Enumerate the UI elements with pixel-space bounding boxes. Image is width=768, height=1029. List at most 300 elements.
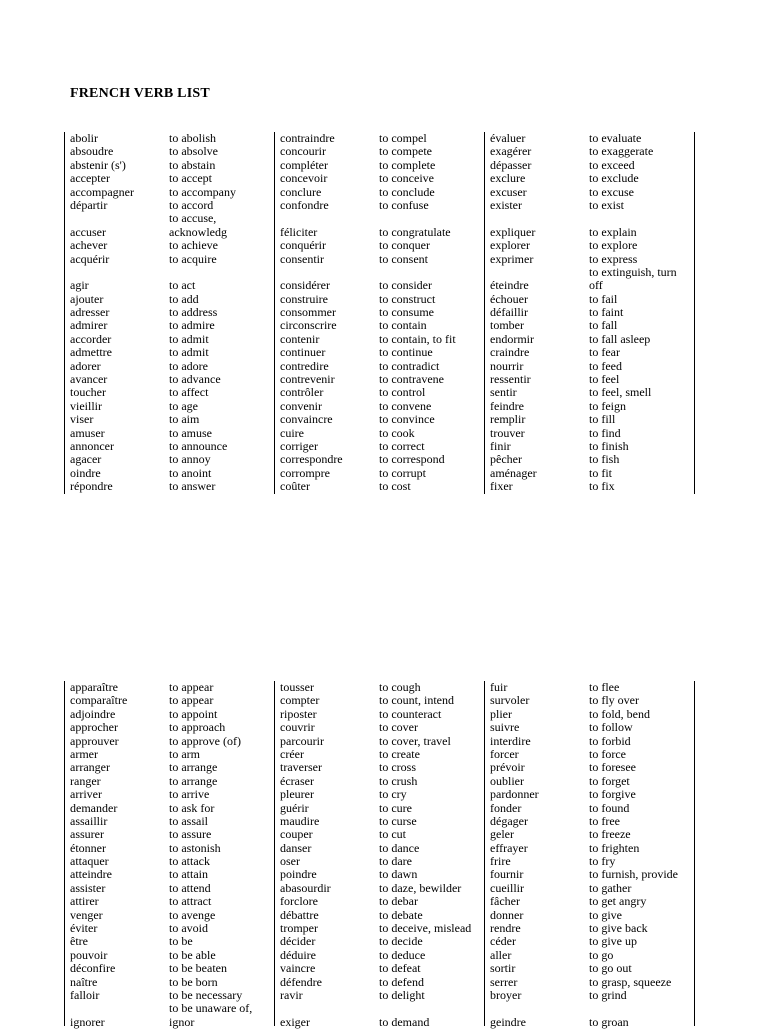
- french-verb: ignorer: [70, 1014, 105, 1029]
- english-translation: to count, intend: [379, 693, 454, 708]
- english-translation: to answer: [169, 479, 216, 494]
- french-verb: abolir: [70, 131, 98, 145]
- english-translation: to appear: [169, 680, 214, 694]
- english-translation: to amuse: [169, 425, 212, 440]
- english-translation: to compel: [379, 131, 427, 145]
- english-translation: to absolve: [169, 144, 218, 159]
- french-verb: convaincre: [280, 412, 333, 427]
- english-translation: to gather: [589, 880, 632, 895]
- english-translation: to control: [379, 385, 426, 400]
- english-translation: to excuse: [589, 184, 634, 199]
- french-verb: danser: [280, 840, 312, 855]
- english-translation: to give: [589, 907, 622, 922]
- french-verb: fixer: [490, 479, 513, 494]
- english-translation: to faint: [589, 305, 624, 320]
- english-translation: to foresee: [589, 760, 636, 775]
- english-translation: to advance: [169, 372, 221, 387]
- french-verb: venger: [70, 907, 103, 922]
- french-verb: [70, 266, 169, 279]
- french-verb: féliciter: [280, 224, 318, 239]
- verb-column-block: [484, 680, 695, 1029]
- french-verb: forcer: [490, 746, 519, 761]
- french-verb: falloir: [70, 987, 100, 1002]
- french-verb: construire: [280, 291, 328, 306]
- french-verb: effrayer: [490, 840, 528, 855]
- french-verb: exiger: [280, 1014, 310, 1029]
- french-verb: corriger: [280, 438, 318, 453]
- english-translation: to explore: [589, 238, 638, 253]
- english-translation: to flee: [589, 680, 620, 694]
- english-translation: to daze, bewilder: [379, 880, 462, 895]
- french-verb: oublier: [490, 773, 524, 788]
- english-translation: to get angry: [589, 894, 647, 909]
- french-verb: pleurer: [280, 787, 314, 802]
- french-verb: [70, 212, 169, 225]
- english-translation: to forgive: [589, 787, 636, 802]
- english-translation: to frighten: [589, 840, 640, 855]
- verb-table-top: [64, 132, 694, 494]
- english-translation: to attend: [169, 880, 211, 895]
- french-verb: évaluer: [490, 131, 526, 145]
- english-translation: to be: [169, 934, 193, 949]
- french-verb: assister: [70, 880, 106, 895]
- english-translation: to consent: [379, 251, 428, 266]
- english-translation: to anoint: [169, 465, 212, 480]
- english-translation: to finish: [589, 438, 629, 453]
- french-column: [275, 132, 379, 494]
- french-verb: serrer: [490, 974, 518, 989]
- english-translation: to accept: [169, 171, 212, 186]
- english-translation: to convene: [379, 398, 432, 413]
- french-verb: décider: [280, 934, 316, 949]
- french-verb: accompagner: [70, 184, 134, 199]
- verb-column-block: [64, 680, 274, 1029]
- french-verb: [490, 212, 589, 225]
- french-verb: nourrir: [490, 358, 524, 373]
- french-verb: dégager: [490, 813, 528, 828]
- french-verb: fonder: [490, 800, 522, 815]
- english-translation: to address: [169, 305, 218, 320]
- english-translation: to explain: [589, 224, 637, 239]
- english-translation: to be unaware of,: [169, 1001, 253, 1016]
- french-verb: circonscrire: [280, 318, 337, 333]
- verb-table-bottom: [64, 680, 694, 1029]
- english-translation: to achieve: [169, 238, 218, 253]
- french-verb: fournir: [490, 867, 524, 882]
- french-verb: craindre: [490, 345, 530, 360]
- french-verb: [280, 266, 379, 279]
- french-verb: couvrir: [280, 720, 315, 735]
- english-translation: to continue: [379, 345, 433, 360]
- french-verb: admettre: [70, 345, 112, 360]
- english-translation: ignor: [169, 1014, 195, 1029]
- french-verb: être: [70, 934, 88, 949]
- french-verb: amuser: [70, 425, 105, 440]
- english-translation: to fix: [589, 479, 615, 494]
- french-verb: céder: [490, 934, 516, 949]
- page-title: FRENCH VERB LIST: [70, 86, 210, 101]
- english-translation: to contain, to fit: [379, 331, 456, 346]
- french-verb: oser: [280, 854, 300, 869]
- french-verb: pouvoir: [70, 947, 108, 962]
- english-translation: to follow: [589, 720, 633, 735]
- french-verb: contrôler: [280, 385, 324, 400]
- french-verb: forclore: [280, 894, 318, 909]
- english-translation: to free: [589, 813, 620, 828]
- english-translation: [589, 212, 694, 225]
- english-translation: to admit: [169, 331, 209, 346]
- french-verb: conclure: [280, 184, 322, 199]
- english-translation: to announce: [169, 438, 228, 453]
- english-translation: to deceive, mislead: [379, 921, 472, 936]
- english-translation: to cross: [379, 760, 416, 775]
- french-verb: attirer: [70, 894, 99, 909]
- english-column: [169, 680, 274, 1029]
- english-translation: to appear: [169, 693, 214, 708]
- french-verb: tromper: [280, 921, 318, 936]
- french-verb: aller: [490, 947, 512, 962]
- french-verb: répondre: [70, 479, 113, 494]
- english-translation: to corrupt: [379, 465, 426, 480]
- french-verb: déduire: [280, 947, 316, 962]
- french-verb: plier: [490, 706, 512, 721]
- french-verb: approuver: [70, 733, 119, 748]
- french-column: [485, 132, 589, 494]
- french-verb: approcher: [70, 720, 118, 735]
- english-translation: to exceed: [589, 157, 635, 172]
- french-verb: assurer: [70, 827, 104, 842]
- english-translation: to avoid: [169, 921, 208, 936]
- english-translation: to fold, bend: [589, 706, 650, 721]
- french-column: [485, 680, 589, 1029]
- french-verb: accuser: [70, 224, 106, 239]
- french-verb: survoler: [490, 693, 530, 708]
- english-translation: to annoy: [169, 452, 211, 467]
- verb-column-block: [274, 680, 484, 1029]
- english-translation: to appoint: [169, 706, 218, 721]
- french-verb: acquérir: [70, 251, 110, 266]
- english-translation: to construct: [379, 291, 436, 306]
- french-verb: pardonner: [490, 787, 539, 802]
- english-translation: to approach: [169, 720, 226, 735]
- english-translation: to arrange: [169, 773, 218, 788]
- french-verb: poindre: [280, 867, 317, 882]
- english-translation: to arrive: [169, 787, 210, 802]
- english-translation: [169, 266, 274, 279]
- french-verb: expliquer: [490, 224, 536, 239]
- french-verb: admirer: [70, 318, 108, 333]
- french-verb: aménager: [490, 465, 537, 480]
- english-translation: to age: [169, 398, 198, 413]
- english-translation: to cook: [379, 425, 415, 440]
- french-column: [65, 680, 169, 1029]
- french-verb: guérir: [280, 800, 309, 815]
- french-verb: traverser: [280, 760, 322, 775]
- french-verb: compter: [280, 693, 320, 708]
- french-verb: adorer: [70, 358, 101, 373]
- english-translation: to confuse: [379, 197, 429, 212]
- french-verb: feindre: [490, 398, 524, 413]
- french-verb: geindre: [490, 1014, 526, 1029]
- english-translation: to feign: [589, 398, 626, 413]
- english-translation: to go: [589, 947, 614, 962]
- english-column: [169, 132, 274, 494]
- french-verb: exister: [490, 197, 522, 212]
- french-verb: absoudre: [70, 144, 114, 159]
- french-verb: ravir: [280, 987, 303, 1002]
- french-verb: sortir: [490, 961, 516, 976]
- english-translation: to cry: [379, 787, 407, 802]
- french-verb: fâcher: [490, 894, 520, 909]
- french-verb: compléter: [280, 157, 328, 172]
- english-translation: to fit: [589, 465, 612, 480]
- english-translation: to correspond: [379, 452, 445, 467]
- english-translation: to forbid: [589, 733, 631, 748]
- french-verb: frire: [490, 854, 511, 869]
- french-verb: parcourir: [280, 733, 324, 748]
- english-translation: to admire: [169, 318, 215, 333]
- english-translation: to deduce: [379, 947, 426, 962]
- french-verb: contraindre: [280, 131, 335, 145]
- french-verb: arranger: [70, 760, 110, 775]
- french-verb: contredire: [280, 358, 329, 373]
- english-translation: to attack: [169, 854, 210, 869]
- french-verb: trouver: [490, 425, 525, 440]
- french-verb: agir: [70, 278, 89, 293]
- english-translation: to decide: [379, 934, 423, 949]
- french-verb: départir: [70, 197, 108, 212]
- french-verb: correspondre: [280, 452, 343, 467]
- english-translation: [589, 1002, 694, 1015]
- english-translation: to contain: [379, 318, 427, 333]
- french-verb: tousser: [280, 680, 314, 694]
- french-verb: attaquer: [70, 854, 109, 869]
- english-translation: to dawn: [379, 867, 418, 882]
- verb-column-block: [64, 132, 274, 494]
- french-verb: interdire: [490, 733, 531, 748]
- french-verb: broyer: [490, 987, 522, 1002]
- english-translation: to force: [589, 746, 626, 761]
- french-verb: explorer: [490, 238, 530, 253]
- english-translation: to furnish, provide: [589, 867, 678, 882]
- french-verb: rendre: [490, 921, 521, 936]
- english-translation: to compete: [379, 144, 432, 159]
- french-column: [65, 132, 169, 494]
- english-translation: to counteract: [379, 706, 442, 721]
- french-verb: maudire: [280, 813, 320, 828]
- english-translation: to attain: [169, 867, 208, 882]
- english-translation: to freeze: [589, 827, 631, 842]
- english-translation: to abstain: [169, 157, 216, 172]
- english-translation: to extinguish, turn: [589, 264, 677, 279]
- french-verb: étonner: [70, 840, 106, 855]
- english-translation: to convince: [379, 412, 435, 427]
- english-translation: to create: [379, 746, 420, 761]
- french-verb: toucher: [70, 385, 106, 400]
- english-column: [379, 680, 484, 1029]
- french-verb: éteindre: [490, 278, 529, 293]
- french-verb: apparaître: [70, 680, 118, 694]
- english-translation: to complete: [379, 157, 436, 172]
- french-verb: déconfire: [70, 961, 116, 976]
- english-column: [379, 132, 484, 494]
- english-translation: to feed: [589, 358, 622, 373]
- english-translation: to cover, travel: [379, 733, 451, 748]
- english-translation: to grind: [589, 987, 627, 1002]
- french-verb: naître: [70, 974, 98, 989]
- english-translation: to correct: [379, 438, 425, 453]
- english-translation: to feel, smell: [589, 385, 652, 400]
- english-translation: to cost: [379, 479, 411, 494]
- english-translation: to demand: [379, 1014, 430, 1029]
- english-translation: to fall: [589, 318, 618, 333]
- english-translation: [379, 1002, 484, 1015]
- english-translation: to fish: [589, 452, 620, 467]
- french-verb: endormir: [490, 331, 534, 346]
- english-translation: to dare: [379, 854, 412, 869]
- english-translation: to feel: [589, 372, 620, 387]
- english-translation: to abolish: [169, 131, 216, 145]
- english-column: [589, 680, 694, 1029]
- french-verb: abasourdir: [280, 880, 331, 895]
- french-verb: ressentir: [490, 372, 531, 387]
- french-verb: ranger: [70, 773, 101, 788]
- english-translation: to be able: [169, 947, 216, 962]
- english-translation: to accompany: [169, 184, 236, 199]
- french-verb: ajouter: [70, 291, 104, 306]
- french-verb: accepter: [70, 171, 110, 186]
- english-translation: to groan: [589, 1014, 629, 1029]
- french-verb: avancer: [70, 372, 108, 387]
- french-verb: considérer: [280, 278, 330, 293]
- english-translation: to be born: [169, 974, 218, 989]
- english-translation: to defend: [379, 974, 424, 989]
- english-translation: to astonish: [169, 840, 221, 855]
- french-verb: pêcher: [490, 452, 522, 467]
- english-translation: to consume: [379, 305, 434, 320]
- english-translation: to fry: [589, 854, 616, 869]
- french-verb: consentir: [280, 251, 324, 266]
- english-translation: to assure: [169, 827, 212, 842]
- verb-column-block: [274, 132, 484, 494]
- french-verb: [490, 266, 589, 279]
- english-translation: to attract: [169, 894, 212, 909]
- english-translation: to contravene: [379, 372, 444, 387]
- french-verb: vieillir: [70, 398, 102, 413]
- french-verb: riposter: [280, 706, 317, 721]
- english-translation: [379, 212, 484, 225]
- french-verb: armer: [70, 746, 98, 761]
- english-translation: to accord: [169, 197, 214, 212]
- french-verb: assaillir: [70, 813, 108, 828]
- french-verb: donner: [490, 907, 524, 922]
- french-verb: comparaître: [70, 693, 128, 708]
- french-verb: demander: [70, 800, 118, 815]
- english-translation: to crush: [379, 773, 418, 788]
- english-translation: to exist: [589, 197, 624, 212]
- french-verb: cuire: [280, 425, 304, 440]
- french-verb: concourir: [280, 144, 326, 159]
- french-verb: écraser: [280, 773, 314, 788]
- english-translation: to give up: [589, 934, 637, 949]
- english-translation: acknowledg: [169, 224, 227, 239]
- english-translation: to avenge: [169, 907, 216, 922]
- english-translation: to go out: [589, 961, 632, 976]
- french-verb: exprimer: [490, 251, 534, 266]
- english-translation: to exaggerate: [589, 144, 654, 159]
- french-verb: exclure: [490, 171, 526, 186]
- english-column: [589, 132, 694, 494]
- english-translation: to arrange: [169, 760, 218, 775]
- english-translation: to arm: [169, 746, 200, 761]
- french-verb: dépasser: [490, 157, 532, 172]
- french-verb: adresser: [70, 305, 110, 320]
- french-column: [275, 680, 379, 1029]
- english-translation: to conquer: [379, 238, 430, 253]
- english-translation: to debate: [379, 907, 423, 922]
- french-verb: cueillir: [490, 880, 524, 895]
- english-translation: to cut: [379, 827, 406, 842]
- french-verb: arriver: [70, 787, 102, 802]
- english-translation: to act: [169, 278, 196, 293]
- english-translation: to approve (of): [169, 733, 241, 748]
- english-translation: to evaluate: [589, 131, 642, 145]
- french-verb: contrevenir: [280, 372, 335, 387]
- french-verb: achever: [70, 238, 108, 253]
- english-translation: to affect: [169, 385, 209, 400]
- french-verb: tomber: [490, 318, 524, 333]
- french-verb: fuir: [490, 680, 508, 694]
- english-translation: to add: [169, 291, 199, 306]
- french-verb: accorder: [70, 331, 112, 346]
- french-verb: conquérir: [280, 238, 326, 253]
- french-verb: défaillir: [490, 305, 528, 320]
- english-translation: to contradict: [379, 358, 440, 373]
- english-translation: to curse: [379, 813, 417, 828]
- french-verb: [280, 1002, 379, 1015]
- french-verb: atteindre: [70, 867, 112, 882]
- english-translation: to conclude: [379, 184, 435, 199]
- french-verb: exagérer: [490, 144, 532, 159]
- french-verb: finir: [490, 438, 511, 453]
- english-translation: to fly over: [589, 693, 639, 708]
- french-verb: oindre: [70, 465, 101, 480]
- english-translation: to give back: [589, 921, 648, 936]
- french-verb: adjoindre: [70, 706, 116, 721]
- english-translation: to be necessary: [169, 987, 243, 1002]
- english-translation: to adore: [169, 358, 208, 373]
- french-verb: excuser: [490, 184, 527, 199]
- french-verb: éviter: [70, 921, 98, 936]
- french-verb: remplir: [490, 412, 526, 427]
- english-translation: to ask for: [169, 800, 215, 815]
- french-verb: [280, 212, 379, 225]
- french-verb: concevoir: [280, 171, 328, 186]
- english-translation: to fear: [589, 345, 620, 360]
- french-verb: agacer: [70, 452, 102, 467]
- french-verb: créer: [280, 746, 304, 761]
- french-verb: [490, 1002, 589, 1015]
- french-verb: défendre: [280, 974, 322, 989]
- english-translation: to conceive: [379, 171, 434, 186]
- french-verb: sentir: [490, 385, 517, 400]
- english-translation: to delight: [379, 987, 425, 1002]
- english-translation: to cure: [379, 800, 412, 815]
- english-translation: to dance: [379, 840, 420, 855]
- english-translation: to congratulate: [379, 224, 451, 239]
- english-translation: to assail: [169, 813, 208, 828]
- english-translation: to exclude: [589, 171, 639, 186]
